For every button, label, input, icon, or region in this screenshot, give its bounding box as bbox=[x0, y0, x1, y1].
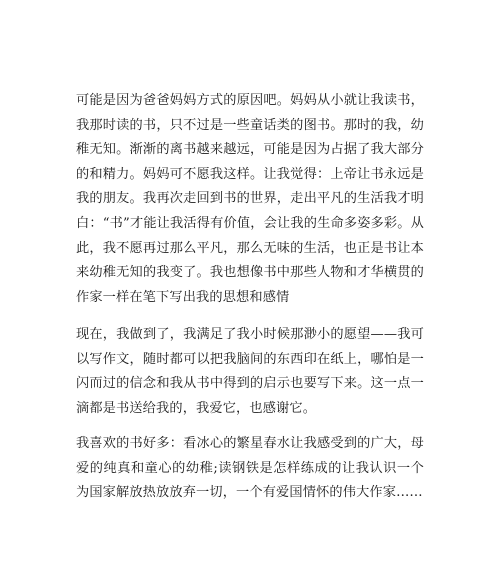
paragraph-writing-dream: 现在，我做到了，我满足了我小时候那渺小的愿望——我可以写作文，随时都可以把我脑间的东西印在纸上，哪怕是一闪而过的信念和我从书中得到的启示也要写下来。这一点一滴都是书送给我的，我爱它，也感谢它。 bbox=[76, 327, 424, 416]
cutoff-next-line bbox=[76, 550, 424, 566]
paragraph-reading-memory: 可能是因为爸爸妈妈方式的原因吧。妈妈从小就让我读书，我那时读的书，只不过是一些童话类的图书。那时的我，幼稚无知。渐渐的离书越来越远，可能是因为占据了我大部分的和精力。妈妈可不愿我这样。让我觉得：上帝让书永远是我的朋友。我再次走回到书的世界，走出平凡的生活我才明白：“书”才能让我活得有价值，会让我的生命多姿多彩。从此，我不愿再过那么平凡，那么无味的生活，也正是书让本来幼稚无知的我变了。我也想像书中那些人物和才华横贯的作家一样在笔下写出我的思想和感情 bbox=[76, 93, 424, 305]
paragraph-favorite-books: 我喜欢的书好多：看冰心的繁星春水让我感受到的广大，母爱的纯真和童心的幼稚;读钢铁是怎样练成的让我认识一个为国家解放热放放弃一切，一个有爱国情怀的伟大作家…… bbox=[76, 436, 424, 501]
